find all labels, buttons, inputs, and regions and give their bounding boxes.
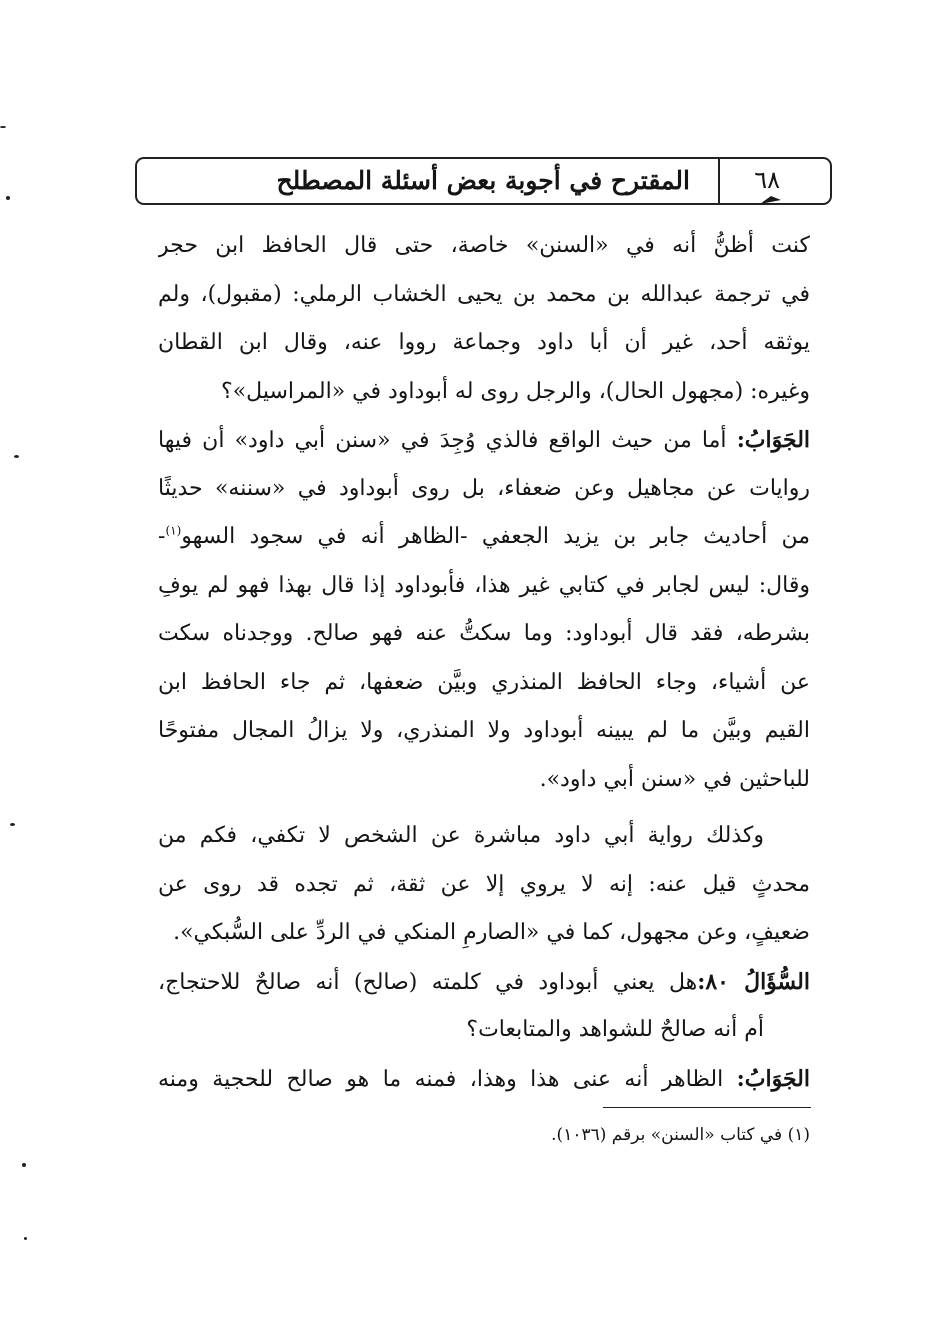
text-line: بشرطه، فقد قال أبوداود: وما سكتُّ عنه فهو صالح. ووجدناه سكت: [158, 621, 810, 646]
question-line: [158, 958, 810, 1007]
text-line: في ترجمة عبدالله بن محمد بن يحيى الخشاب الرملي: (مقبول)، ولم: [158, 281, 810, 307]
question-text: هل يعني أبوداود في كلمته (صالح) أنه صالحٌ للاحتجاج،: [158, 969, 698, 995]
dash: -: [158, 524, 166, 549]
answer-label: الجَوَابُ:: [736, 1065, 810, 1092]
paragraph-gap: [158, 804, 810, 812]
text-line: وقال: ليس لجابر في كتابي غير هذا، فأبوداود إذا قال بهذا فهو لم يوفِ: [158, 572, 810, 598]
answer-label: الجَوَابُ:: [736, 427, 810, 453]
answer-text: أما من حيث الواقع فالذي وُجِدَ في «سنن أبي داود» أن فيها: [158, 428, 727, 453]
scan-speck: [14, 455, 19, 458]
page-corner-ornament: [759, 193, 783, 205]
scan-speck: [24, 1237, 27, 1240]
text-line: للباحثين في «سنن أبي داود».: [539, 766, 810, 792]
footnote: (١) في كتاب «السنن» برقم (١٠٣٦).: [551, 1125, 810, 1145]
text-line: روايات عن مجاهيل وعن ضعفاء، بل روى أبوداود في «سننه» حديثًا: [158, 475, 810, 501]
footnote-separator: [603, 1107, 811, 1108]
running-header: [135, 157, 832, 205]
text-line: القيم وبيَّن ما لم يبينه أبوداود ولا المنذري، ولا يزالُ المجال مفتوحًا: [158, 718, 810, 743]
text-line: وكذلك رواية أبي داود مباشرة عن الشخص لا تكفي، فكم من: [158, 823, 764, 848]
scan-speck: [0, 126, 6, 128]
text-line: أم أنه صالحٌ للشواهد والمتابعات؟: [466, 1017, 764, 1042]
answer-line: [158, 416, 810, 465]
main-text: [158, 222, 810, 1103]
text-line: [158, 513, 810, 562]
text-line: كنت أظنُّ أنه في «السنن» خاصة، حتى قال الحافظ ابن حجر: [158, 233, 810, 258]
text-line: محدثٍ قيل عنه: إنه لا يروي إلا عن ثقة، ثم تجده قد روى عن: [158, 871, 810, 897]
text-line: وغيره: (مجهول الحال)، والرجل روى له أبوداود في «المراسيل»؟: [221, 378, 810, 404]
question-label: السُّؤَالُ ٨٠:: [697, 968, 810, 995]
scan-speck: [22, 1163, 26, 1167]
text-line: يوثقه أحد، غير أن أبا داود وجماعة رووا عنه، وقال ابن القطان: [158, 330, 810, 355]
book-title: المقترح في أجوبة بعض أسئلة المصطلح: [276, 166, 690, 195]
text-line: ضعيفٍ، وعن مجهول، كما في «الصارمِ المنكي في الردِّ على السُّبكي».: [173, 920, 810, 945]
scan-speck: [6, 196, 10, 200]
page-number: ٦٨: [754, 166, 780, 194]
scan-speck: [10, 823, 15, 826]
text-segment: من أحاديث جابر بن يزيد الجعفي -الظاهر أنه في سجود السهو: [181, 524, 810, 549]
answer-line: [158, 1055, 810, 1104]
answer-text: الظاهر أنه عنى هذا وهذا، فمنه ما هو صالح للحجية ومنه: [158, 1066, 724, 1092]
text-line: عن أشياء، وجاء الحافظ المنذري وبيَّن ضعفها، ثم جاء الحافظ ابن: [158, 669, 810, 695]
footnote-marker: (١): [165, 523, 182, 538]
